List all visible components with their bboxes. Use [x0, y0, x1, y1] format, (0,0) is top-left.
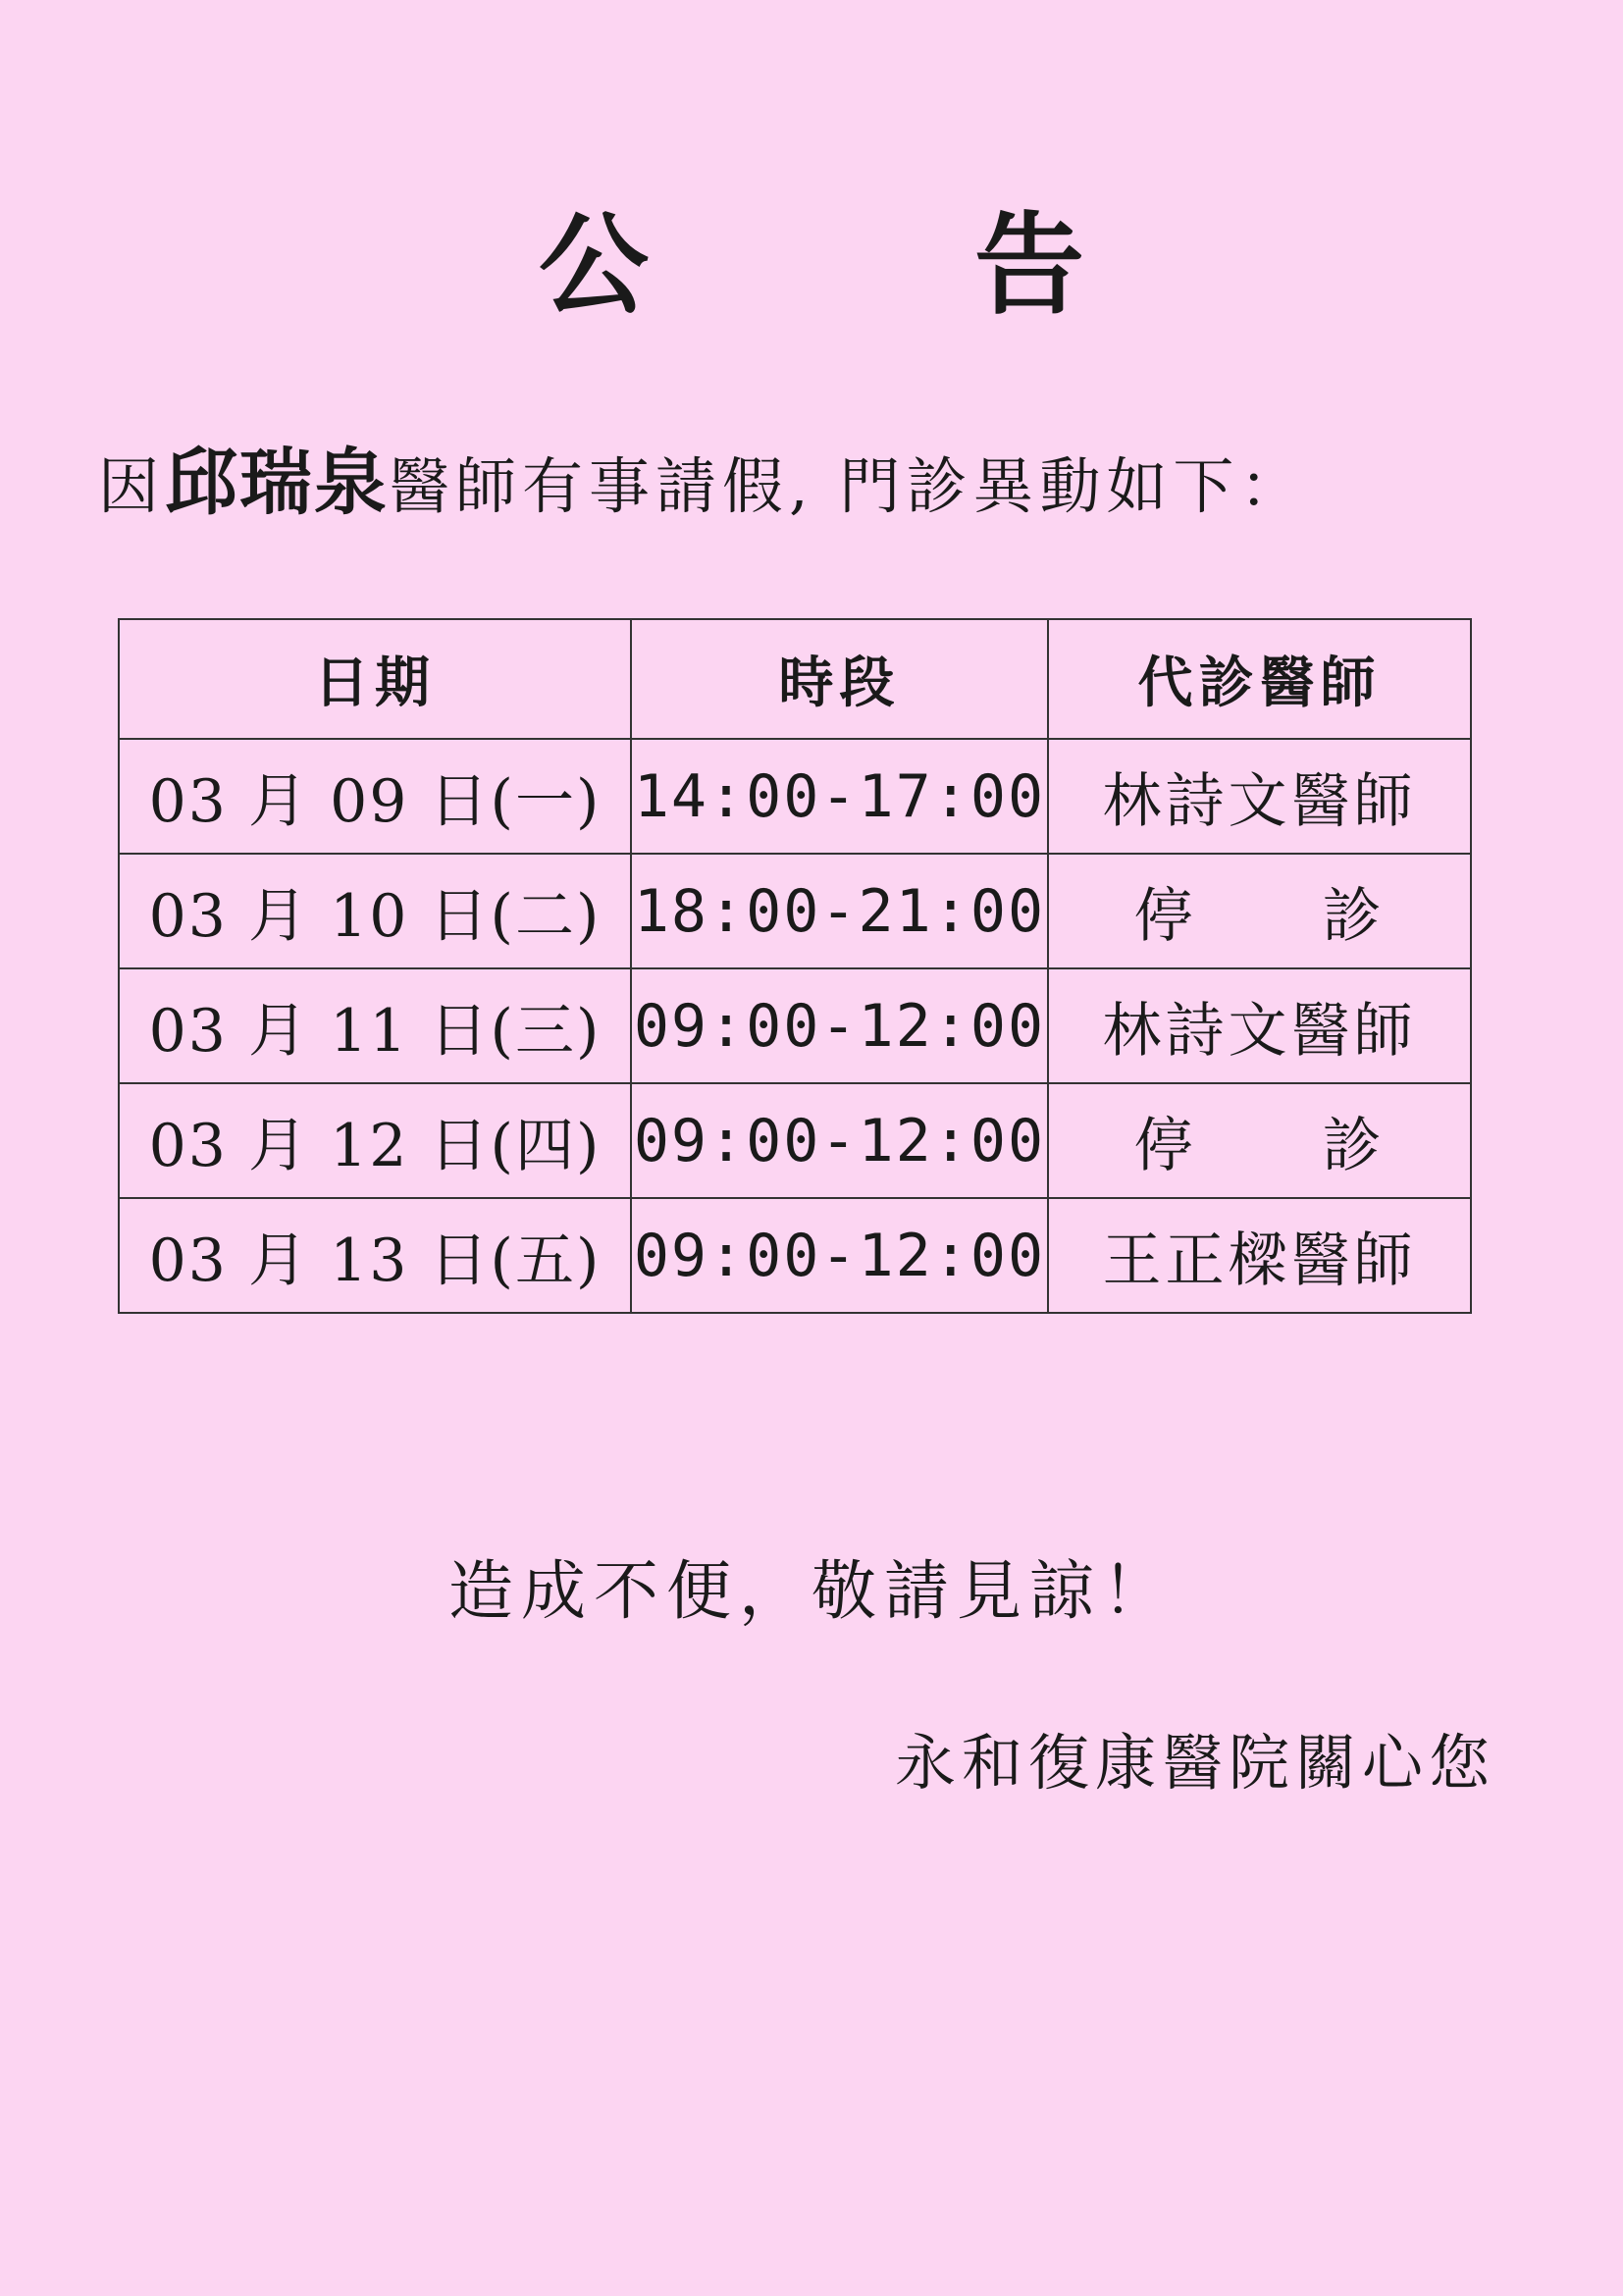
- row-date: 03 月 13 日(五): [119, 1198, 631, 1313]
- notice-title: 公 告: [539, 202, 1192, 330]
- table-header-row: [119, 619, 1471, 739]
- row-time: 09:00-12:00: [631, 968, 1048, 1083]
- closing-apology: 造成不便，敬請見諒！: [448, 1553, 1175, 1629]
- table-row: [119, 1198, 1471, 1313]
- notice-intro: [98, 440, 1306, 527]
- table-row: [119, 968, 1471, 1083]
- row-substitute: 林詩文醫師: [1048, 739, 1471, 854]
- doctor-name: 邱瑞泉: [165, 441, 390, 525]
- table-row: [119, 739, 1471, 854]
- row-substitute: 停 診: [1048, 1083, 1471, 1198]
- row-substitute: 林詩文醫師: [1048, 968, 1471, 1083]
- row-time: 09:00-12:00: [631, 1083, 1048, 1198]
- row-date: 03 月 10 日(二): [119, 854, 631, 968]
- table-row: [119, 1083, 1471, 1198]
- header-date: 日期: [119, 619, 631, 739]
- row-time: 14:00-17:00: [631, 739, 1048, 854]
- row-date: 03 月 12 日(四): [119, 1083, 631, 1198]
- intro-prefix: 因: [98, 450, 166, 522]
- hospital-signature: 永和復康醫院關心您: [894, 1727, 1495, 1799]
- intro-suffix: 醫師有事請假, 門診異動如下：: [389, 450, 1307, 522]
- row-date: 03 月 11 日(三): [119, 968, 631, 1083]
- table-row: [119, 854, 1471, 968]
- row-time: 18:00-21:00: [631, 854, 1048, 968]
- row-substitute: 停 診: [1048, 854, 1471, 968]
- header-time: 時段: [631, 619, 1048, 739]
- header-substitute: 代診醫師: [1048, 619, 1471, 739]
- schedule-table: [118, 618, 1472, 1314]
- row-substitute: 王正樑醫師: [1048, 1198, 1471, 1313]
- row-date: 03 月 09 日(一): [119, 739, 631, 854]
- row-time: 09:00-12:00: [631, 1198, 1048, 1313]
